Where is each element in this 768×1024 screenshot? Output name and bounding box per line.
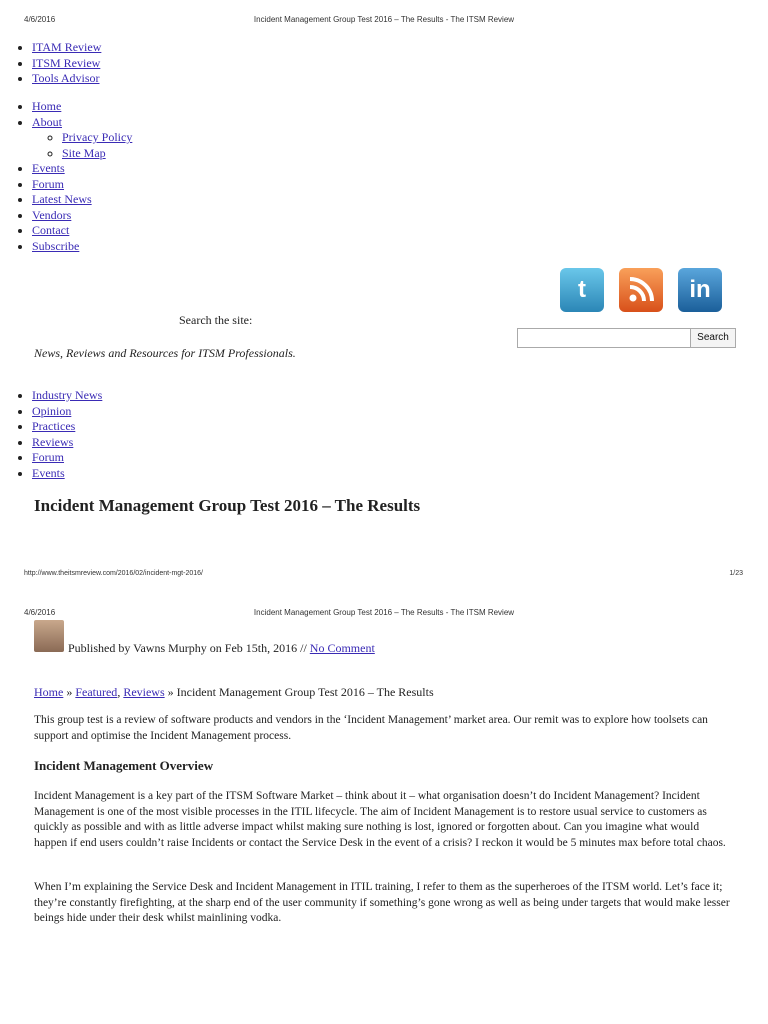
- category-item: [32, 466, 102, 482]
- nav-item: [32, 177, 132, 193]
- print-title: Incident Management Group Test 2016 – The Results - The ITSM Review: [253, 15, 515, 24]
- search-input[interactable]: [517, 328, 691, 348]
- site-links: [0, 40, 101, 87]
- print-title: Incident Management Group Test 2016 – The Results - The ITSM Review: [253, 608, 515, 617]
- nav-item: [32, 208, 132, 224]
- nav-latest-news-link[interactable]: Latest News: [32, 192, 92, 206]
- category-item: [32, 404, 102, 420]
- category-events-link[interactable]: Events: [32, 465, 65, 480]
- category-opinion-link[interactable]: Opinion: [32, 403, 72, 418]
- category-item: [32, 419, 102, 435]
- rss-glyph: [619, 268, 663, 312]
- site-link-item: [32, 40, 101, 56]
- breadcrumb: Home » Featured, Reviews » Incident Management Group Test 2016 – The Results: [34, 685, 434, 699]
- tools-advisor-link[interactable]: Tools Advisor: [32, 71, 100, 85]
- breadcrumb-current: » Incident Management Group Test 2016 – The Results: [167, 685, 434, 699]
- nav-contact-link[interactable]: Contact: [32, 223, 70, 237]
- nav-item: [32, 223, 132, 239]
- site-tagline: News, Reviews and Resources for ITSM Professionals.: [34, 346, 296, 360]
- nav-item: [32, 99, 132, 115]
- byline-text: Published by Vawns Murphy on Feb 15th, 2016 //: [68, 641, 307, 655]
- category-reviews-link[interactable]: Reviews: [32, 434, 74, 449]
- category-item: [32, 450, 102, 466]
- site-map-link[interactable]: Site Map: [62, 145, 106, 160]
- nav-home-link[interactable]: Home: [32, 99, 62, 113]
- category-nav: [0, 388, 102, 481]
- breadcrumb-featured-link[interactable]: Featured: [75, 685, 118, 699]
- rss-icon[interactable]: [619, 268, 663, 312]
- nav-about-link[interactable]: About: [32, 114, 62, 129]
- category-practices-link[interactable]: Practices: [32, 419, 76, 433]
- itsm-review-link[interactable]: ITSM Review: [32, 55, 101, 70]
- nav-subscribe-link[interactable]: Subscribe: [32, 238, 80, 253]
- itam-review-link[interactable]: ITAM Review: [32, 40, 102, 54]
- author-avatar: [34, 620, 64, 652]
- nav-item: [32, 239, 132, 255]
- category-forum-link[interactable]: Forum: [32, 450, 65, 464]
- twitter-icon[interactable]: [560, 268, 604, 312]
- article-paragraph: When I’m explaining the Service Desk and Incident Management in ITIL training, I refer to them as the superheroes of the ITSM world. Let’s face it; they’re constantly firefighting, at the sharp end of the user community if something’s gone wrong as well as being under targets that would make lesser beings hide under their desk whilst mainlining vodka.: [34, 881, 730, 924]
- category-item: [32, 388, 102, 404]
- search-button[interactable]: Search: [690, 328, 736, 348]
- breadcrumb-reviews-link[interactable]: Reviews: [123, 685, 165, 699]
- privacy-policy-link[interactable]: Privacy Policy: [62, 130, 133, 144]
- print-page-number: 1/23: [729, 570, 743, 577]
- site-link-item: [32, 56, 101, 72]
- submenu-item: [62, 146, 132, 162]
- no-comment-link[interactable]: No Comment: [309, 641, 375, 655]
- category-industry-news-link[interactable]: Industry News: [32, 388, 103, 402]
- print-date: 4/6/2016: [24, 608, 56, 617]
- print-url: http://www.theitsmreview.com/2016/02/incident-mgt-2016/: [24, 570, 203, 577]
- submenu-item: [62, 130, 132, 146]
- nav-vendors-link[interactable]: Vendors: [32, 207, 72, 222]
- nav-item: [32, 192, 132, 208]
- linkedin-icon[interactable]: [678, 268, 722, 312]
- search-label: Search the site:: [179, 313, 253, 327]
- nav-item: [32, 115, 132, 162]
- print-date: 4/6/2016: [24, 15, 56, 24]
- nav-events-link[interactable]: Events: [32, 161, 65, 175]
- nav-forum-link[interactable]: Forum: [32, 176, 65, 191]
- nav-item: [32, 161, 132, 177]
- section-heading: Incident Management Overview: [34, 758, 214, 773]
- main-nav: [0, 99, 132, 254]
- site-link-item: [32, 71, 101, 87]
- article-title: Incident Management Group Test 2016 – The Results: [34, 496, 421, 515]
- twitter-glyph: t: [578, 276, 586, 303]
- article-intro: This group test is a review of software products and vendors in the ‘Incident Management’ market area. Our remit was to explore how toolsets can support and optimise the Incident Management process.: [34, 714, 708, 742]
- category-item: [32, 435, 102, 451]
- linkedin-glyph: in: [689, 276, 711, 303]
- breadcrumb-home-link[interactable]: Home: [34, 685, 64, 699]
- about-submenu: [32, 130, 132, 161]
- article-byline: [68, 641, 375, 656]
- article-paragraph: Incident Management is a key part of the ITSM Software Market – think about it – what organisation doesn’t do Incident Management? Incident Management is one of the most visible processes in the ITIL lifecycle. The aim of Incident Management is to restore usual service to customers as quickly as possible and with as little adverse impact whilst making sure nothing is lost, ignored or forgotten about. Can you imagine what would happen if end users couldn’t raise Incidents or contact the Service Desk in the event of a crisis? I reckon it would be 5 minutes max before total chaos.: [34, 790, 726, 849]
